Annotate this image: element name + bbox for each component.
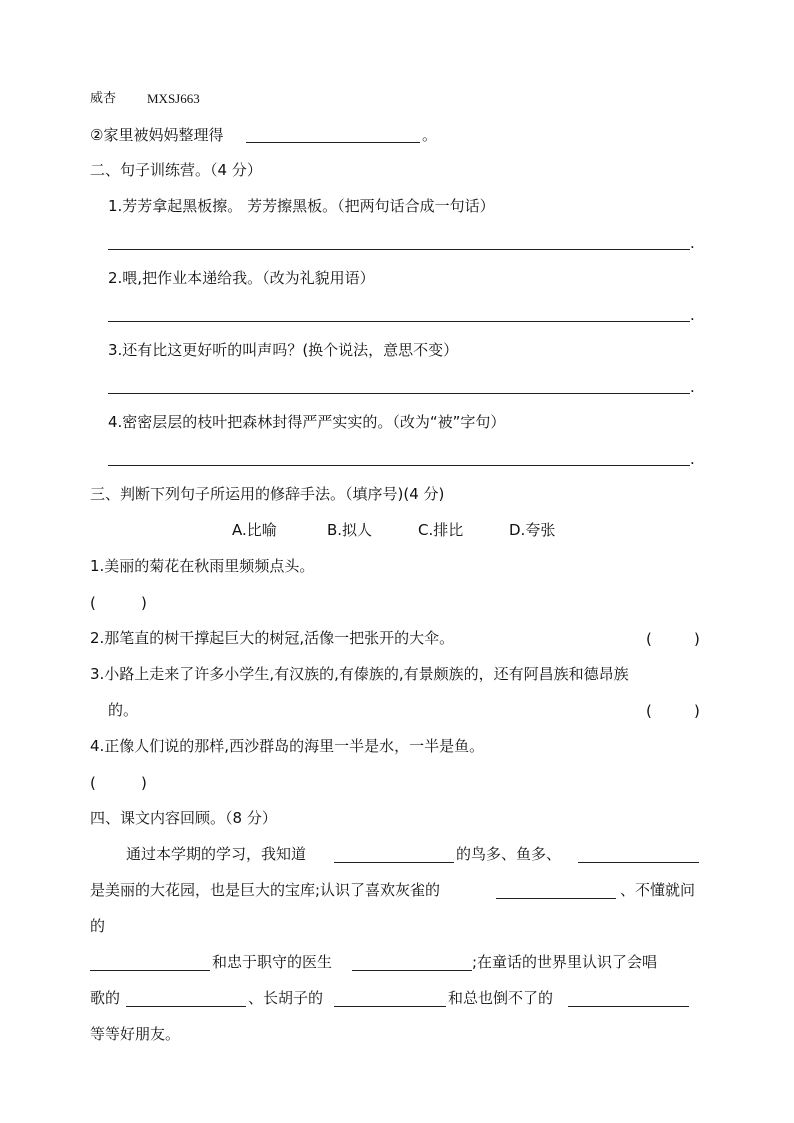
header-label: 威杏 xyxy=(90,91,117,106)
option-c: C.排比 xyxy=(418,521,464,539)
section4-text: 、长胡子的 xyxy=(248,989,324,1007)
blank-line[interactable] xyxy=(90,970,210,971)
section4-text: 、不懂就问 xyxy=(620,881,696,899)
answer-paren-open[interactable]: ( xyxy=(646,702,652,720)
section3-q2: 2.那笔直的树干撑起巨大的树冠,活像一把张开的大伞。 xyxy=(90,629,455,647)
option-b: B.拟人 xyxy=(327,521,373,539)
answer-paren-close[interactable]: ) xyxy=(694,630,700,648)
fill-sentence-2: ②家里被妈妈整理得 xyxy=(90,126,224,144)
blank-line[interactable] xyxy=(246,142,420,143)
answer-line[interactable] xyxy=(108,249,690,250)
section4-title: 四、课文内容回顾。（8 分） xyxy=(90,809,277,827)
fill-sentence-2-end: 。 xyxy=(422,126,438,144)
section2-q1: 1.芳芳拿起黑板擦。 芳芳擦黑板。（把两句话合成一句话） xyxy=(108,197,495,215)
section4-text: 是美丽的大花园，也是巨大的宝库;认识了喜欢灰雀的 xyxy=(90,881,441,899)
section4-text: ;在童话的世界里认识了会唱 xyxy=(472,953,658,971)
answer-paren-close[interactable]: ) xyxy=(694,702,700,720)
blank-line[interactable] xyxy=(578,862,699,863)
section2-q3: 3.还有比这更好听的叫声吗？(换个说法，意思不变） xyxy=(108,341,459,359)
answer-line[interactable] xyxy=(108,393,690,394)
answer-paren-close[interactable]: ) xyxy=(141,774,147,792)
blank-line[interactable] xyxy=(496,898,616,899)
section3-q3-cont: 的。 xyxy=(108,701,139,719)
option-d: D.夸张 xyxy=(509,521,556,539)
answer-paren-open[interactable]: ( xyxy=(646,630,652,648)
end-mark: . xyxy=(690,306,695,324)
end-mark: . xyxy=(690,378,695,396)
section3-title: 三、判断下列句子所运用的修辞手法。（填序号)(4 分) xyxy=(90,485,445,503)
section4-text: 和总也倒不了的 xyxy=(448,989,554,1007)
answer-line[interactable] xyxy=(108,465,690,466)
section2-title: 二、句子训练营。（4 分） xyxy=(90,161,262,179)
answer-line[interactable] xyxy=(108,321,690,322)
end-mark: . xyxy=(690,234,695,252)
section2-q4: 4.密密层层的枝叶把森林封得严严实实的。（改为“被”字句） xyxy=(108,413,506,431)
section4-text: 和忠于职守的医生 xyxy=(212,953,333,971)
answer-paren-close[interactable]: ) xyxy=(141,594,147,612)
blank-line[interactable] xyxy=(334,862,454,863)
section3-q4: 4.正像人们说的那样,西沙群岛的海里一半是水，一半是鱼。 xyxy=(90,737,485,755)
blank-line[interactable] xyxy=(126,1006,246,1007)
section4-text: 歌的 xyxy=(90,989,121,1007)
blank-line[interactable] xyxy=(334,1006,446,1007)
section4-text: 的鸟多、鱼多、 xyxy=(456,845,562,863)
answer-paren-open[interactable]: ( xyxy=(90,774,96,792)
blank-line[interactable] xyxy=(352,970,472,971)
header-code: MXSJ663 xyxy=(147,91,200,106)
end-mark: . xyxy=(690,450,695,468)
answer-paren-open[interactable]: ( xyxy=(90,594,96,612)
blank-line[interactable] xyxy=(568,1006,689,1007)
section2-q2: 2.喂,把作业本递给我。（改为礼貌用语） xyxy=(108,269,375,287)
option-a: A.比喻 xyxy=(232,521,277,539)
section3-q1: 1.美丽的菊花在秋雨里频频点头。 xyxy=(90,557,315,575)
section4-text: 等等好朋友。 xyxy=(90,1025,181,1043)
section4-text: 通过本学期的学习，我知道 xyxy=(126,845,307,863)
section3-q3: 3.小路上走来了许多小学生,有汉族的,有傣族的,有景颇族的，还有阿昌族和德昂族 xyxy=(90,665,629,683)
section4-text: 的 xyxy=(90,917,106,935)
